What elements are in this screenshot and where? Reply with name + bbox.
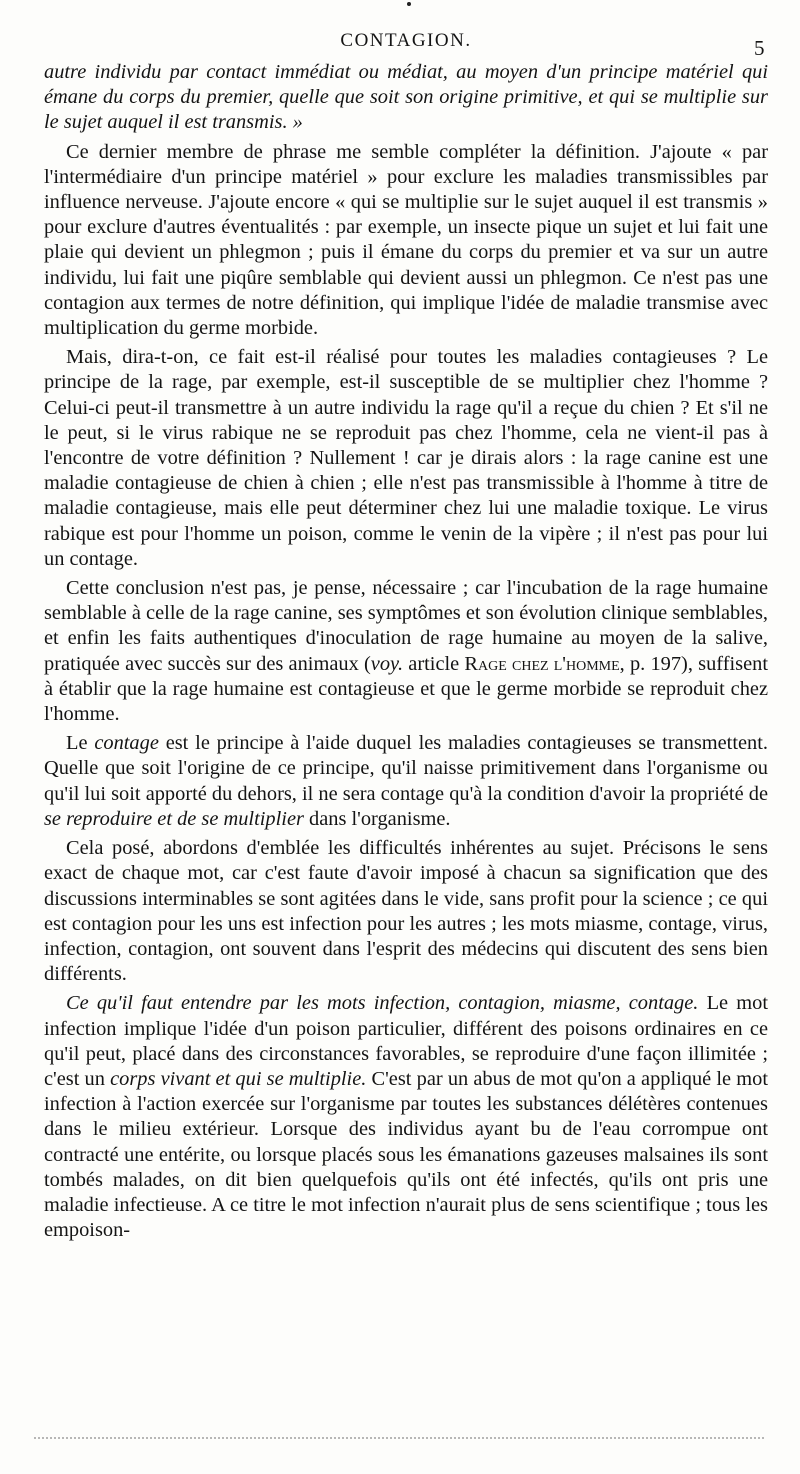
paragraph-6: [44, 836, 768, 987]
paragraph-7: [44, 991, 768, 1243]
italic-text: Ce qu'il faut entendre par les mots infection, contagion, miasme, contage.: [66, 992, 699, 1015]
text-run: , p. 197), suffisent à établir que la rage humaine est contagieuse et que le germe morbide se reproduit chez l'homme.: [44, 652, 768, 726]
italic-text: corps vivant et qui se multiplie.: [110, 1067, 367, 1090]
page-number: 5: [754, 36, 766, 60]
paragraph-5: [44, 731, 768, 832]
running-title: CONTAGION.: [340, 30, 472, 51]
book-page: [44, 26, 768, 1243]
body-text: [44, 60, 768, 1243]
text-run: Le mot infection implique l'idée d'un poison particulier, différent des poisons ordinaires en ce qu'il peut, placé dans des circonstances favorables, se reproduire d'une façon illimitée ; c'est un: [44, 992, 768, 1090]
paragraph-2: [44, 140, 768, 342]
ink-speck-top: [407, 2, 411, 6]
running-header: [44, 26, 768, 60]
text-run: Cela posé, abordons d'emblée les difficultés inhérentes au sujet. Précisons le sens exact de chaque mot, car c'est faute d'avoir imposé à chacun sa signification que des discussions interminables se sont agitées dans le vide, sans profit pour la science ; ce qui est contagion pour les uns est infection pour les autres ; les mots miasme, contage, virus, infection, contagion, ont souvent dans l'esprit des médecins qui discutent des sens bien différents.: [44, 837, 768, 986]
small-caps-reference: Rage chez l'homme: [464, 652, 620, 675]
italic-text: voy.: [370, 652, 404, 675]
paragraph-4: [44, 576, 768, 727]
italic-text: autre individu par contact immédiat ou médiat, au moyen d'un principe matériel qui émane du corps du premier, quelle que soit son origine primitive, et qui se multiplie sur le sujet auquel il est transmis. »: [44, 61, 768, 134]
text-run: Le: [66, 732, 95, 755]
text-run: Mais, dira-t-on, ce fait est-il réalisé pour toutes les maladies contagieuses ? Le principe de la rage, par exemple, est-il susceptible de se multiplier chez l'homme ? Celui-ci peut-il transmettre à un autre individu la rage qu'il a reçue du chien ? Et s'il ne le peut, si le virus rabique ne se reproduit pas chez l'homme, cela ne vient-il pas à l'encontre de votre définition ? Nullement ! car je dirais alors : la rage canine est une maladie contagieuse de chien à chien ; elle n'est pas transmissible à l'homme à titre de maladie contagieuse, mais elle peut déterminer chez lui une maladie toxique. Le virus rabique est pour l'homme un poison, comme le venin de la vipère ; il n'est pas pour lui un contage.: [44, 346, 768, 570]
paragraph-3: [44, 345, 768, 572]
text-run: dans l'organisme.: [303, 807, 451, 830]
text-run: article: [403, 652, 465, 675]
italic-text: se reproduire et de se multiplier: [44, 807, 304, 830]
paragraph-1: [44, 60, 768, 136]
text-run: est le principe à l'aide duquel les maladies contagieuses se transmettent. Quelle que soit l'origine de ce principe, qu'il naisse primitivement dans l'organisme ou qu'il lui soit apporté du dehors, il ne sera contage qu'à la condition d'avoir la propriété de: [44, 732, 768, 805]
text-run: Cette conclusion n'est pas, je pense, nécessaire ; car l'incubation de la rage humaine semblable à celle de la rage canine, ses symptômes et son évolution clinique semblables, et enfin les faits authentiques d'inoculation de rage humaine au moyen de la salive, pratiquée avec succès sur des animaux (: [44, 577, 768, 675]
italic-text: contage: [94, 732, 159, 755]
bottom-dotted-rule: [34, 1437, 764, 1439]
text-run: Ce dernier membre de phrase me semble compléter la définition. J'ajoute « par l'intermédiaire d'un principe matériel » pour exclure les maladies transmissibles par influence nerveuse. J'ajoute encore « qui se multiplie sur le sujet auquel il est transmis » pour exclure d'autres éventualités : par exemple, un insecte pique un sujet et lui fait une plaie qui devient un phlegmon ; puis il émane du corps du premier et va sur un autre individu, lui fait une piqûre semblable qui devient aussi un phlegmon. Ce n'est pas une contagion aux termes de notre définition, qui implique l'idée de maladie transmise avec multiplication du germe morbide.: [44, 140, 768, 340]
text-run: C'est par un abus de mot qu'on a appliqué le mot infection à l'action exercée sur l'organisme par toutes les substances délétères contenues dans le milieu extérieur. Lorsque des individus ayant bu de l'eau corrompue ont contracté une entérite, ou lorsque placés sous les émanations gazeuses malsaines ils sont tombés malades, on dit bien quelquefois qu'ils ont été infectés, qu'ils ont pris une maladie infectieuse. A ce titre le mot infection n'aurait plus de sens scientifique ; tous les empoison-: [44, 1067, 768, 1242]
